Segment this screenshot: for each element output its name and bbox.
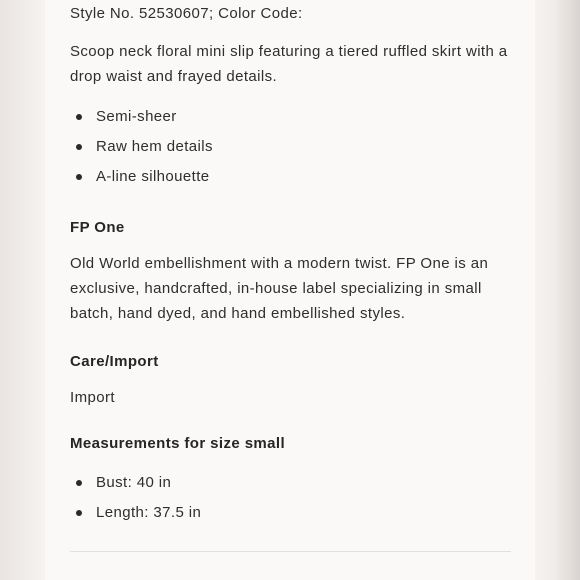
bullet-icon — [76, 510, 82, 516]
list-item — [70, 473, 201, 503]
list-item — [70, 137, 213, 167]
style-number: Style No. 52530607; Color Code: — [70, 5, 303, 22]
feature-text: Raw hem details — [96, 138, 213, 155]
section-divider — [70, 551, 511, 552]
care-import-value: Import — [70, 389, 115, 406]
measurements-heading: Measurements for size small — [70, 435, 286, 452]
bullet-icon — [76, 144, 82, 150]
product-description: Scoop neck floral mini slip featuring a tiered ruffled skirt with a drop waist and frayed details. — [70, 43, 508, 85]
fp-one-heading: FP One — [70, 219, 125, 236]
measurement-text: Bust: 40 in — [96, 474, 172, 491]
bullet-icon — [76, 114, 82, 120]
measurement-text: Length: 37.5 in — [96, 504, 202, 521]
measurements-list — [70, 473, 201, 533]
feature-text: Semi-sheer — [96, 108, 177, 125]
feature-list — [70, 107, 213, 197]
list-item — [70, 107, 213, 137]
list-item — [70, 503, 201, 533]
bullet-icon — [76, 174, 82, 180]
feature-text: A-line silhouette — [96, 168, 210, 185]
list-item — [70, 167, 213, 197]
fp-one-description: Old World embellishment with a modern twist. FP One is an exclusive, handcrafted, in-house label specializing in small batch, hand dyed, and hand embellished styles. — [70, 255, 489, 322]
care-import-heading: Care/Import — [70, 353, 159, 370]
bullet-icon — [76, 480, 82, 486]
